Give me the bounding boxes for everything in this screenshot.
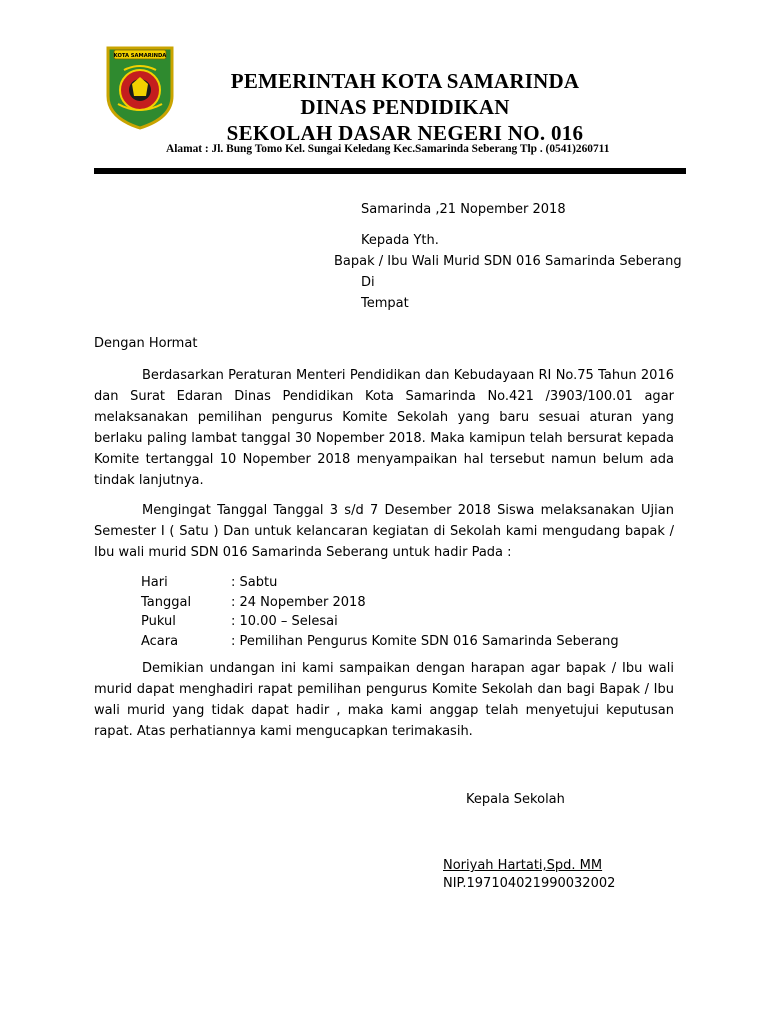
event-details <box>141 573 619 651</box>
recipient-place: Tempat <box>361 296 409 311</box>
letterhead-divider <box>94 168 686 174</box>
detail-row <box>141 573 619 593</box>
letterhead <box>160 68 650 146</box>
letter-date: Samarinda ,21 Nopember 2018 <box>361 202 566 217</box>
detail-value: : Sabtu <box>231 575 278 590</box>
paragraph-closing: Demikian undangan ini kami sampaikan dengan harapan agar bapak / Ibu wali murid dapat menghadiri rapat pemilihan pengurus Komite Sekolah dan bagi Bapak / Ibu wali murid yang tidak dapat hadir , maka kami anggap telah menyetujui keputusan rapat. Atas perhatiannya kami mengucapkan terimakasih. <box>94 661 674 739</box>
paragraph-regulation: Berdasarkan Peraturan Menteri Pendidikan dan Kebudayaan RI No.75 Tahun 2016 dan Surat Edaran Dinas Pendidikan Kota Samarinda No.421 /3903/100.01 agar melaksanakan pemilihan pengurus Komite Sekolah yang baru sesuai aturan yang berlaku paling lambat tanggal 30 Nopember 2018. Maka kamipun telah bersurat kepada Komite tertanggal 10 Nopember 2018 menyampaikan hal tersebut namun belum ada tindak lanjutnya. <box>94 368 674 488</box>
letterhead-address: Alamat : Jl. Bung Tomo Kel. Sungai Keledang Kec.Samarinda Seberang Tlp . (0541)260711 <box>166 143 610 155</box>
recipient-salutation: Kepada Yth. <box>361 233 439 248</box>
letterhead-school: SEKOLAH DASAR NEGERI NO. 016 <box>226 121 584 145</box>
detail-row <box>141 593 619 613</box>
paragraph-invitation: Mengingat Tanggal Tanggal 3 s/d 7 Desember 2018 Siswa melaksanakan Ujian Semester I ( Satu ) Dan untuk kelancaran kegiatan di Sekolah kami mengudang bapak / Ibu wali murid SDN 016 Samarinda Seberang untuk hadir Pada : <box>94 503 674 560</box>
detail-value: : 10.00 – Selesai <box>231 614 338 629</box>
greeting: Dengan Hormat <box>94 336 198 351</box>
detail-row <box>141 612 619 632</box>
signature-title: Kepala Sekolah <box>466 792 565 807</box>
detail-key: Pukul <box>141 614 176 629</box>
signature-name: Noriyah Hartati,Spd. MM <box>443 858 603 873</box>
detail-key: Hari <box>141 575 168 590</box>
detail-value: : Pemilihan Pengurus Komite SDN 016 Samarinda Seberang <box>231 633 619 649</box>
letterhead-government: PEMERINTAH KOTA SAMARINDA <box>230 69 580 93</box>
recipient-di: Di <box>361 275 375 290</box>
logo-caption: KOTA SAMARINDA <box>113 53 167 59</box>
signature-nip: NIP.197104021990032002 <box>443 876 616 891</box>
detail-key: Tanggal <box>141 594 192 610</box>
detail-row <box>141 632 619 652</box>
recipient-name: Bapak / Ibu Wali Murid SDN 016 Samarinda Seberang <box>334 254 682 269</box>
detail-key: Acara <box>141 633 179 649</box>
detail-value: : 24 Nopember 2018 <box>231 594 366 610</box>
letterhead-department: DINAS PENDIDIKAN <box>300 95 510 119</box>
